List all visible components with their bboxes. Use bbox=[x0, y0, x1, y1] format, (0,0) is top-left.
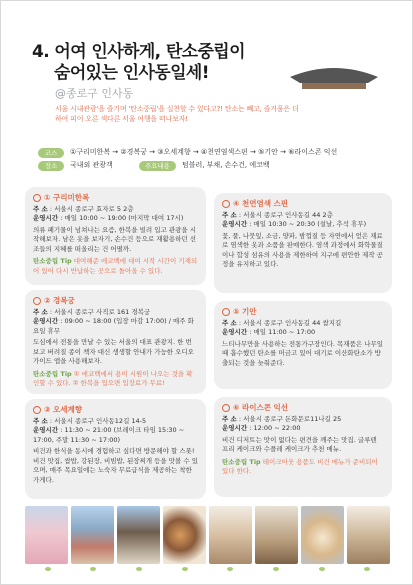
gyeongbokgung-photo bbox=[71, 506, 114, 564]
hours-note: (브레이크 타임 15:30 ~ 17:00, 주말 11:30 ~ 17:00) bbox=[33, 426, 185, 444]
course-label: 코스 bbox=[38, 148, 64, 158]
card-tip: 탄소중립 Tip 대여해준 에코백에 대여 시작 시간이 기재되어 있어 다시 반납하는 곳으로 돌아올 수 있다. bbox=[33, 257, 198, 275]
addr-label: 주 소 bbox=[222, 414, 237, 423]
leaf-dot bbox=[273, 567, 279, 571]
craft-photo bbox=[255, 506, 298, 564]
food-photo bbox=[163, 506, 206, 564]
card-description: 의류 폐기물이 넘쳐나는 요즘, 한복을 빌려 입고 관광을 시작해보자. 남은 옷을 보자기, 손수건 등으로 재활용하던 선조들의 지혜를 떠올리는 건 어떨까. bbox=[33, 225, 197, 253]
addr-label: 주 소 bbox=[33, 307, 48, 316]
hours-value: 09:00 ~ 18:00 bbox=[64, 317, 112, 325]
card-title: ③ 오세계향 bbox=[44, 405, 82, 414]
leaf-dot bbox=[136, 567, 142, 571]
addr-label: 주 소 bbox=[33, 416, 48, 425]
addr-label: 주 소 bbox=[222, 318, 237, 327]
hours-label: 운영시간 bbox=[222, 220, 248, 228]
hours-label: 운영시간 bbox=[33, 317, 59, 325]
palace-koala-illustration bbox=[284, 45, 384, 157]
dyeing-photo bbox=[209, 506, 252, 564]
addr-value: 서울시 종로구 효자로 5 2층 bbox=[54, 204, 134, 213]
card-description: 비건과 한식을 동시에 경험하고 싶다면 방문해야 할 스폿! 비건 맛집, 쌈밥, 강된장, 비빔밥, 된장찌개 등을 맛볼 수 있으며, 매주 목요일에는 노숙자 무료급식을 제공하는 착한 가게다. bbox=[33, 447, 198, 484]
card-title: ⑤ 기안 bbox=[233, 307, 257, 316]
hours-value: 매일 10:00 ~ 19:00 bbox=[64, 214, 127, 222]
card-title: ② 경복궁 bbox=[44, 296, 75, 305]
addr-label: 주 소 bbox=[33, 204, 48, 213]
addr-value: 서울시 종로구 인사동길 44 쌈지길 bbox=[243, 318, 342, 327]
card-ricecone-ikseon: ⑥ 라이스콘 익선 주 소 : 서울시 종로구 돈화문로11나길 25 운영시간 : 12:00 ~ 22:00 비건 디저트는 맛이 없다는 편견을 깨주는 맛집. 글루텐 프리 케이크와 수플레 케이크가 추천 메뉴. 탄소중립 Tip 테이크아웃 용품도 비건 메뉴가 준비되어 있다 한다. bbox=[214, 397, 392, 497]
card-description: 꽃, 풀, 나뭇잎, 소금, 양파, 밤껍질 등 자연에서 얻은 재료로 염색한 옷과 소품을 판매한다. 염색 과정에서 화학물질이나 합성 섬유의 사용을 제한하여 지구에 편안한 제작 공정을 유지하고 있다. bbox=[222, 231, 383, 268]
card-gurimi-hanbok: ① 구리미한복 주 소 : 서울시 종로구 효자로 5 2층 운영시간 : 매일 10:00 ~ 19:00 (마지막 대여 17시) 의류 폐기물이 넘쳐나는 요즘, 한복을 빌려 입고 관광을 시작해보자. 남은 옷을 보자기, 손수건 등으로 재활용하던 선조들의 지혜를 떠올리는 건 어떨까. 탄소중립 Tip 대여해준 에코백에 대여 시작 시간이 기재되어 있어 다시 반납하는 곳으로 돌아올 수 있다. bbox=[25, 187, 206, 285]
card-gyeongbokgung: ② 경복궁 주 소 : 서울시 종로구 사직로 161 경복궁 운영시간 : 09:00 ~ 18:00 (입장 마감 17:00) / 매주 화요일 휴무 도심에서 전통을 만날 수 있는 서울의 대표 관광지. 한 번 보고 버려질 종이 책자 대신 생생할 안내가 가능한 오디오 가이드 앱을 사용해보자. 탄소중립 Tip ① 에코백에서 용이 시원이 나오는 것을 확인할 수 있다. ② 한복을 입으면 입장료가 무료! bbox=[25, 290, 206, 394]
page-title bbox=[32, 42, 272, 84]
card-title: ① 구리미한복 bbox=[44, 193, 90, 202]
leaf-dot bbox=[90, 567, 96, 571]
leaf-dot bbox=[227, 567, 233, 571]
addr-label: 주 소 bbox=[222, 210, 237, 219]
subtitle: @종로구 인사동 bbox=[55, 87, 134, 100]
addr-value: 서울시 종로구 사직로 161 경복궁 bbox=[54, 307, 151, 316]
hanbok-photo bbox=[25, 506, 68, 564]
card-natural-dye-spin: ④ 천연염색 스핀 주 소 : 서울시 종로구 인사동길 44 2층 운영시간 : 매일 10:30 ~ 20:30 (설날, 추석 휴무) 꽃, 풀, 나뭇잎, 소금, 양파, 밤껍질 등 자연에서 얻은 재료로 염색한 옷과 소품을 판매한다. 염색 과정에서 화학물질이나 합성 섬유의 사용을 제한하여 지구에 편안한 제작 공정을 유지하고 있다. bbox=[214, 193, 392, 293]
hours-value: 매일 10:30 ~ 20:30 bbox=[253, 220, 316, 228]
hours-label: 운영시간 bbox=[33, 214, 59, 222]
card-osegyehyang: ③ 오세계향 주 소 : 서울시 종로구 인사동12길 14-5 운영시간 : 11:30 ~ 21:00 (브레이크 타임 15:30 ~ 17:00, 주말 11:30 ~ 17:00) 비건과 한식을 동시에 경험하고 싶다면 방문해야 할 스폿! 비건 맛집, 쌈밥, 강된장, 비빔밥, 된장찌개 등을 맛볼 수 있으며, 매주 목요일에는 노숙자 무료급식을 제공하는 착한 가게다. bbox=[25, 399, 206, 499]
location-icon bbox=[33, 194, 41, 202]
card-description: 비건 디저트는 맛이 없다는 편견을 깨주는 맛집. 글루텐 프리 케이크와 수플레 케이크가 추천 메뉴. bbox=[222, 435, 377, 453]
menu-text: 텀블러, 부채, 손수건, 에코백 bbox=[181, 161, 270, 169]
photo-dots bbox=[25, 567, 390, 575]
card-tip: 탄소중립 Tip 테이크아웃 용품도 비건 메뉴가 준비되어 있다 한다. bbox=[222, 457, 378, 475]
addr-value: 서울시 종로구 인사동길 44 2층 bbox=[243, 210, 333, 219]
card-gian: ⑤ 기안 주 소 : 서울시 종로구 인사동길 44 쌈지길 운영시간 : 매일 11:00 ~ 17:00 느티나무만을 사용하는 전통가구장인다. 목재품은 나무일 때 흡수했던 탄소를 머금고 있어 대기로 이산화탄소가 방출되는 것을 늦춰준다. bbox=[214, 301, 392, 389]
photo-strip bbox=[25, 506, 390, 564]
addr-value: 서울시 종로구 인사동12길 14-5 bbox=[54, 416, 147, 425]
card-title: ⑥ 라이스콘 익선 bbox=[233, 403, 289, 412]
card-description: 도심에서 전통을 만날 수 있는 서울의 대표 관광지. 한 번 보고 버려질 종이 책자 대신 생생할 안내가 가능한 오디오 가이드 앱을 사용해보자. bbox=[33, 338, 194, 365]
leaf-dot bbox=[45, 567, 51, 571]
menu-label: 주요내용 bbox=[139, 161, 176, 171]
hours-value: 12:00 ~ 22:00 bbox=[253, 424, 301, 432]
course-info bbox=[38, 147, 337, 173]
hours-label: 운영시간 bbox=[222, 424, 248, 432]
hours-value: 11:30 ~ 21:00 bbox=[64, 426, 112, 434]
place-label: 장소 bbox=[38, 161, 64, 171]
card-title: ④ 천연염색 스핀 bbox=[233, 199, 289, 208]
hours-value: 매일 11:00 ~ 17:00 bbox=[253, 328, 316, 336]
hours-label: 운영시간 bbox=[222, 328, 248, 336]
leaf-dot bbox=[364, 567, 370, 571]
location-icon bbox=[33, 406, 41, 414]
location-icon bbox=[222, 308, 230, 316]
card-tip: 탄소중립 Tip ① 에코백에서 용이 시원이 나오는 것을 확인할 수 있다. ② 한복을 입으면 입장료가 무료! bbox=[33, 369, 193, 387]
hours-label: 운영시간 bbox=[33, 426, 59, 434]
location-icon bbox=[33, 297, 41, 305]
course-row bbox=[38, 147, 337, 158]
cafe-photo bbox=[347, 506, 390, 564]
card-description: 느티나무만을 사용하는 전통가구장인다. 목재품은 나무일 때 흡수했던 탄소를 머금고 있어 대기로 이산화탄소가 방출되는 것을 늦춰준다. bbox=[222, 339, 384, 367]
title-line-1: 4. 어여 인사하게, 탄소중립이 bbox=[32, 42, 245, 62]
leaf-dot bbox=[319, 567, 325, 571]
hours-note: (입장 마감 17:00) / 매주 화요일 휴무 bbox=[33, 317, 194, 335]
dessert-photo bbox=[301, 506, 344, 564]
location-icon bbox=[222, 200, 230, 208]
title-line-2: 숨어있는 인사동일세! bbox=[54, 63, 209, 83]
hours-note: (설날, 추석 휴무) bbox=[317, 220, 367, 228]
hours-note: (마지막 대여 17시) bbox=[128, 214, 184, 222]
location-icon bbox=[222, 404, 230, 412]
intro-text: 서울 시내관광'을 즐기며 '탄소중립'을 실천할 수 있다고?! 탄소는 빼고, 즐거움은 더하여 피어 오른 색다른 서울 여행을 떠나보자! bbox=[55, 105, 299, 123]
place-menu-row bbox=[38, 160, 337, 171]
leaf-dot bbox=[182, 567, 188, 571]
addr-value: 서울시 종로구 돈화문로11나길 25 bbox=[243, 414, 342, 423]
place-text: 국내외 관광객 bbox=[70, 161, 113, 169]
course-text: ①구리미한복 → ②경복궁 → ③오세계향 → ④천연염색스핀 → ⑤기안 → ⑥라이스콘 익선 bbox=[70, 148, 338, 156]
palace-hanbok-photo bbox=[117, 506, 160, 564]
